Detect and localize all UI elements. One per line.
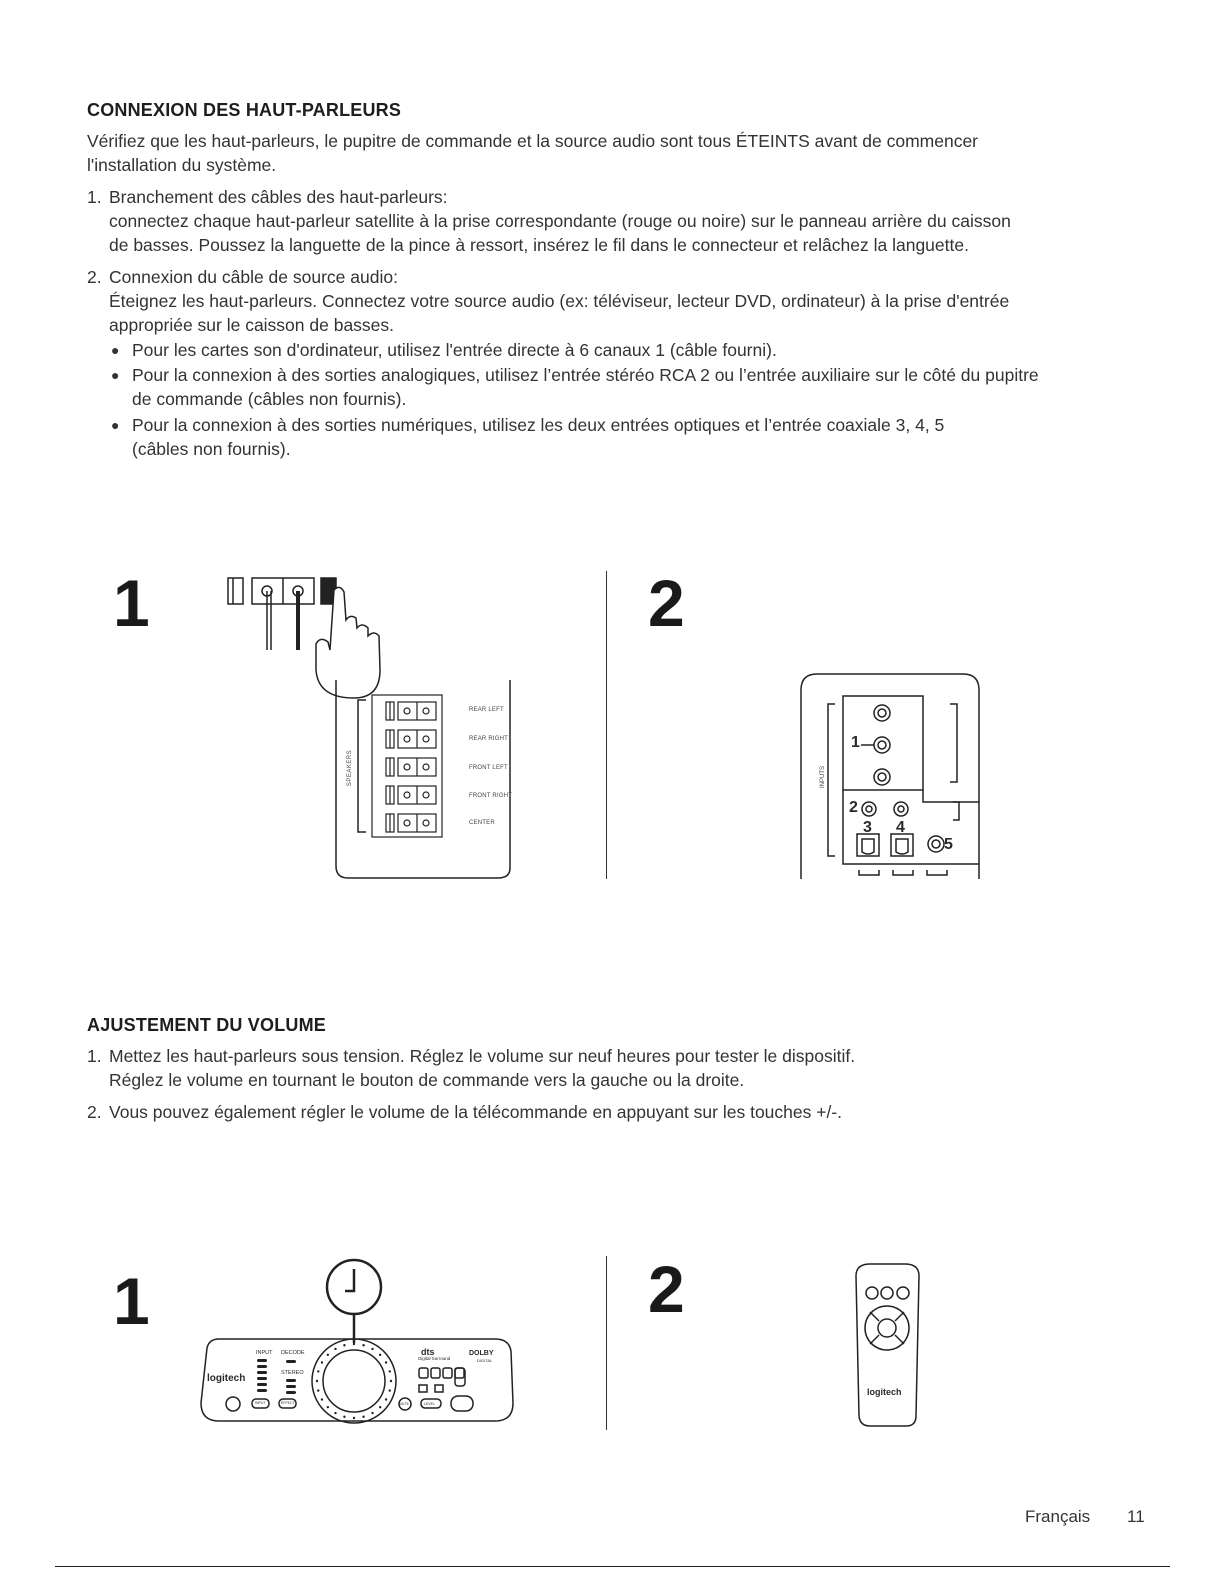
list-number: 2.: [87, 1102, 102, 1122]
bullet-text: Pour la connexion à des sorties analogiques, utilisez l’entrée stéréo RCA 2 ou l’entrée auxiliaire sur le côté du pupitre: [132, 365, 1039, 385]
bullet-icon: ●: [111, 417, 120, 433]
footer-rule: [55, 1566, 1170, 1567]
speakers-label: SPEAKERS: [347, 749, 354, 787]
effect-button[interactable]: EFFECT: [281, 1401, 295, 1405]
input-button[interactable]: INPUT: [255, 1401, 266, 1405]
pod-decode-label: DECODE: [281, 1350, 305, 1356]
list-item-line: de basses. Poussez la languette de la pince à ressort, insérez le fil dans le connecteur et relâchez la languette.: [109, 235, 969, 255]
list-item-line: Mettez les haut-parleurs sous tension. Réglez le volume sur neuf heures pour tester le dispositif.: [109, 1046, 856, 1066]
intro-line-2: l'installation du système.: [87, 155, 277, 175]
list-item-1: [87, 185, 1147, 257]
input-number-3: 3: [863, 819, 872, 836]
step-number-1: 1: [113, 566, 150, 640]
volume-item-1: [87, 1044, 1147, 1092]
channel-label-front-right: FRONT RIGHT: [469, 793, 513, 799]
bullet-text: Pour les cartes son d'ordinateur, utilisez l'entrée directe à 6 canaux 1 (câble fourni).: [132, 340, 777, 360]
remote-brand-logo: logitech: [867, 1387, 902, 1397]
step-number-2: 2: [648, 1252, 685, 1326]
list-item-line: Vous pouvez également régler le volume de la télécommande en appuyant sur les touches +/-.: [109, 1102, 843, 1122]
input-number-4: 4: [896, 819, 905, 836]
step-number-1: 1: [113, 1264, 150, 1338]
dts-subtitle: Digital Surround: [418, 1356, 451, 1361]
mute-button[interactable]: MUTE: [399, 1402, 409, 1406]
list-item-2: [87, 265, 1147, 337]
list-item-line: appropriée sur le caisson de basses.: [109, 315, 395, 335]
bullet-text: (câbles non fournis).: [132, 439, 291, 459]
figure-divider: [606, 571, 607, 879]
pod-stereo-label: STEREO: [281, 1370, 304, 1376]
bullet-item: [111, 338, 1142, 362]
channel-label-rear-left: REAR LEFT: [469, 707, 504, 713]
dts-logo: dts: [421, 1347, 435, 1357]
bullet-icon: ●: [111, 367, 120, 383]
input-number-2: 2: [849, 799, 858, 816]
remote-control-illustration: [850, 1260, 925, 1430]
list-item-title: Connexion du câble de source audio:: [109, 267, 398, 287]
figure-divider: [606, 1256, 607, 1430]
input-number-1: 1: [851, 734, 860, 751]
control-pod-illustration: [195, 1255, 525, 1430]
input-number-5: 5: [944, 836, 953, 853]
list-number: 2.: [87, 267, 102, 287]
level-button[interactable]: LEVEL: [424, 1402, 435, 1406]
intro-text: [87, 129, 1147, 177]
footer-language: Français: [1025, 1507, 1091, 1526]
list-number: 1.: [87, 1046, 102, 1066]
section-title-volume: AJUSTEMENT DU VOLUME: [87, 1015, 327, 1035]
bullet-text: de commande (câbles non fournis).: [132, 389, 407, 409]
section-title-speakers: CONNEXION DES HAUT-PARLEURS: [87, 100, 402, 120]
page-number: 11: [1127, 1507, 1145, 1526]
bullet-text: Pour la connexion à des sorties numériques, utilisez les deux entrées optiques et l’entrée coaxiale 3, 4, 5: [132, 415, 945, 435]
bullet-icon: ●: [111, 342, 120, 358]
list-item-title: Branchement des câbles des haut-parleurs:: [109, 187, 448, 207]
bullet-item: [111, 363, 1142, 411]
channel-label-front-left: FRONT LEFT: [469, 765, 508, 771]
bullet-item: [111, 413, 1142, 461]
intro-line-1: Vérifiez que les haut-parleurs, le pupitre de commande et la source audio sont tous ÉTEINTS avant de commencer: [87, 131, 979, 151]
list-item-line: connectez chaque haut-parleur satellite à la prise correspondante (rouge ou noire) sur le panneau arrière du caisson: [109, 211, 1011, 231]
dolby-subtitle: DIGITAL: [477, 1358, 493, 1363]
channel-label-rear-right: REAR RIGHT: [469, 736, 509, 742]
dolby-logo: DOLBY: [469, 1350, 494, 1357]
list-item-line: Réglez le volume en tournant le bouton de commande vers la gauche ou la droite.: [109, 1070, 745, 1090]
pod-brand-logo: logitech: [207, 1373, 246, 1384]
list-item-line: Éteignez les haut-parleurs. Connectez votre source audio (ex: téléviseur, lecteur DVD, ordinateur) à la prise d'entrée: [109, 291, 1010, 311]
volume-item-2: [87, 1100, 1147, 1124]
inputs-label: INPUTS: [820, 765, 827, 789]
step-number-2: 2: [648, 566, 685, 640]
channel-label-center: CENTER: [469, 820, 495, 826]
list-number: 1.: [87, 187, 102, 207]
pod-input-label: INPUT: [256, 1350, 273, 1356]
